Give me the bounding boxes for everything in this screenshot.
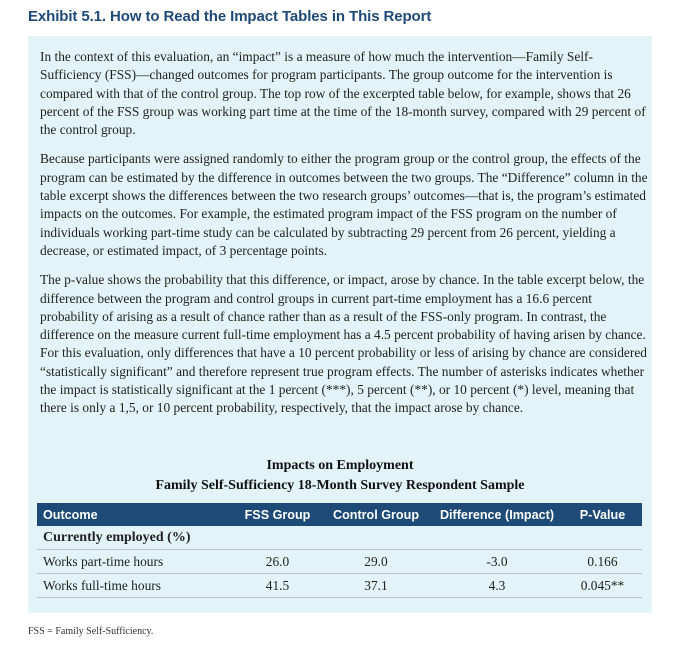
cell-difference: 4.3 [488,577,506,593]
cell-difference: -3.0 [486,553,508,569]
header-outcome: Outcome [37,503,234,526]
table-row [37,550,642,574]
table-header-row [37,503,642,526]
exhibit-title: Exhibit 5.1. How to Read the Impact Tables in This Report [28,8,432,25]
section-row [37,526,642,550]
cell-fss-group: 41.5 [265,577,290,593]
table-row [37,574,642,598]
table-title: Impacts on Employment [266,458,414,473]
cell-p-value: 0.166 [587,553,618,569]
header-p-value: P-Value [563,503,642,526]
cell-outcome: Works part-time hours [43,553,164,569]
impacts-table [37,503,642,598]
header-difference: Difference (Impact) [431,503,563,526]
footnote: FSS = Family Self-Sufficiency. [28,626,154,637]
cell-p-value: 0.045** [580,577,625,593]
explanation-text [40,48,648,429]
header-control-group: Control Group [321,503,431,526]
cell-control-group: 37.1 [364,577,388,593]
section-label: Currently employed (%) [43,529,191,545]
paragraph-difference-explanation: Because participants were assigned randomly to either the program group or the control group, the effects of the program can be estimated by the difference in outcomes between the two groups. The “Difference” column in the table excerpt shows the differences between the two research groups’ outcomes—that is, the program’s estimated impacts on the outcomes. For example, the estimated program impact of the FSS program on the number of individuals working part-time study can be calculated by subtracting 29 percent from 26 percent, yielding a decrease, or estimated impact, of 3 percentage points. [40,151,648,258]
cell-control-group: 29.0 [364,553,388,569]
cell-fss-group: 26.0 [265,553,290,569]
table-subtitle: Family Self-Sufficiency 18-Month Survey Respondent Sample [155,478,525,493]
paragraph-impact-definition: In the context of this evaluation, an “impact” is a measure of how much the intervention—Family Self-Sufficiency (FSS)—changed outcomes for program participants. The group outcome for the intervention is compared with that of the control group. The top row of the excerpted table below, for example, shows that 26 percent of the FSS group was working part time at the time of the 18-month survey, compared with 29 percent of the control group. [40,49,646,138]
header-fss-group: FSS Group [234,503,321,526]
cell-outcome: Works full-time hours [43,577,161,593]
paragraph-p-value-explanation: The p-value shows the probability that this difference, or impact, arose by chance. In the table excerpt below, the difference between the program and control groups in current part-time employment has a 16.6 percent probability of arising as a result of chance rather than as a result of the FSS-only program. In contrast, the difference on the measure current full-time employment has a 4.5 percent probability of having arisen by chance. For this evaluation, only differences that have a 10 percent probability or less of arising by chance are considered “statistically significant” and therefore represent true program effects. The number of asterisks indicates whether the impact is statistically significant at the 1 percent (***), 5 percent (**), or 10 percent (*) level, meaning that there is only a 1,5, or 10 percent probability, respectively, that the impact arose by chance. [40,272,647,416]
explanation-panel [28,36,652,613]
